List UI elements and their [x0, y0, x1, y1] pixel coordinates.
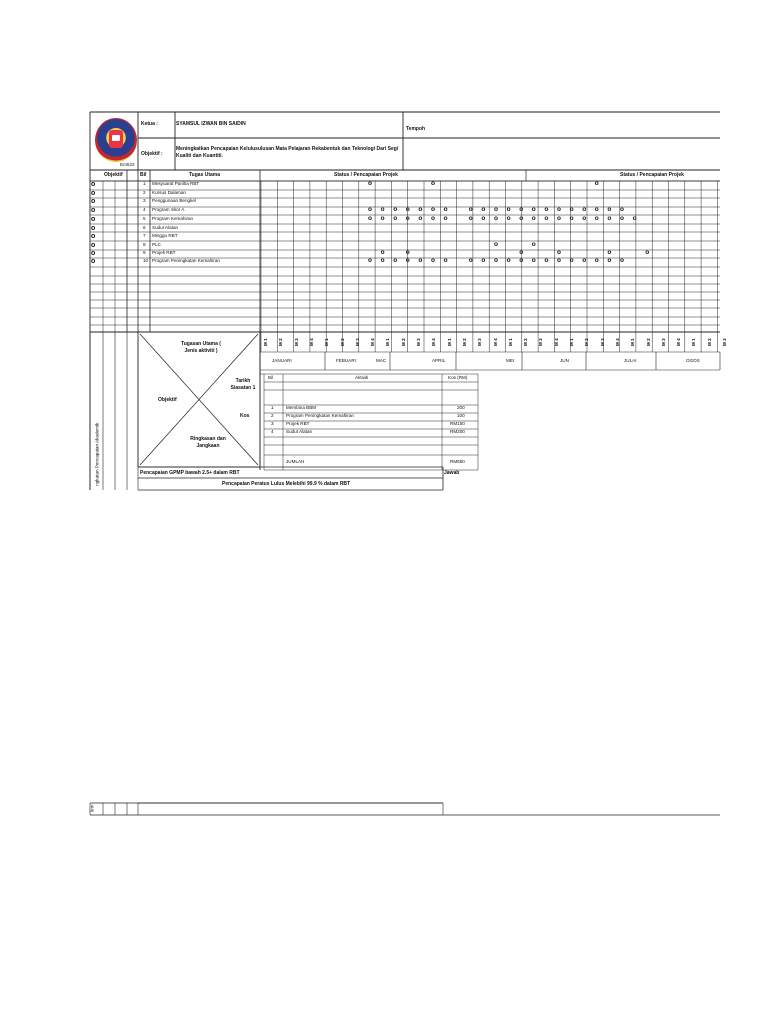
progress-mark: o [519, 257, 524, 264]
progress-mark: o [506, 257, 511, 264]
week-label: M 3 [722, 338, 727, 346]
progress-mark: o [494, 215, 498, 222]
progress-mark: o [405, 206, 410, 213]
xmatrix-bottom: Ringkasan dan Jangkaan [190, 436, 226, 449]
progress-mark: o [405, 257, 410, 264]
progress-mark: o [380, 215, 385, 222]
progress-mark: o [468, 206, 473, 213]
progress-mark: o [519, 215, 524, 222]
cost-total-label: JUMLAH [286, 459, 305, 464]
objektif-mark: o [91, 181, 96, 188]
progress-mark: o [544, 206, 549, 213]
month-label: JANUARI [272, 358, 292, 363]
week-label: M 3 [293, 338, 299, 346]
progress-mark: o [594, 257, 599, 264]
progress-mark: o [431, 257, 435, 264]
tempoh-label: Tempoh [406, 126, 426, 132]
progress-mark: o [569, 257, 574, 264]
row-number: 8 [143, 242, 146, 247]
row-task: Projek RBT [152, 250, 176, 255]
week-label: M 3 [599, 338, 605, 346]
row-number: 2 [143, 190, 146, 195]
week-label: M 2 [461, 338, 467, 346]
progress-mark: o [569, 215, 574, 222]
logo-caption: Em523 [120, 162, 135, 167]
week-label: M 3 [416, 338, 421, 346]
month-label: FEBUARI [336, 358, 356, 363]
week-label: M 1 [446, 338, 452, 346]
col-bil: Bil [140, 172, 147, 178]
progress-mark: o [531, 215, 536, 222]
col-tugas: Tugas Utama [189, 172, 221, 178]
objektif-mark: o [91, 258, 96, 265]
footer-jawab: Jawab [444, 470, 460, 476]
xmatrix-right: Kos [240, 413, 250, 419]
row-number: 10 [143, 258, 149, 263]
week-label: M 1 [630, 338, 636, 346]
objektif-mark: o [91, 242, 96, 249]
row-task: Mesyuarat Panitia RBT [152, 181, 200, 186]
month-label: OGOS [686, 358, 700, 363]
week-label: M 2 [584, 338, 590, 346]
progress-mark: o [368, 206, 372, 213]
week-label: M 1 [569, 338, 574, 346]
cost-kos: 100 [457, 413, 465, 418]
cost-no: 1 [271, 405, 274, 410]
row-number: 1 [143, 181, 146, 186]
row-number: 9 [143, 250, 146, 255]
progress-mark: o [620, 206, 624, 213]
progress-mark: o [380, 249, 385, 256]
progress-mark: o [393, 215, 398, 222]
progress-mark: o [418, 257, 423, 264]
progress-mark: o [380, 257, 385, 264]
progress-mark: o [393, 257, 398, 264]
week-label: M 2 [706, 338, 712, 346]
progress-mark: o [494, 257, 498, 264]
objektif-label: Objektif : [141, 151, 163, 157]
week-label: M 4 [431, 338, 437, 346]
progress-mark: o [519, 206, 524, 213]
cost-kos: RM150 [450, 421, 465, 426]
cost-aktiviti: Sudut Alatan [286, 429, 313, 434]
week-label: M 4 [614, 338, 620, 346]
week-label: M 3 [354, 338, 360, 346]
cost-aktiviti: Projek RBT [286, 421, 310, 426]
progress-mark: o [645, 249, 650, 256]
week-label: M 2 [339, 338, 345, 346]
progress-mark: o [607, 257, 612, 264]
progress-mark: o [481, 257, 486, 264]
week-label: M 2 [400, 338, 406, 346]
progress-mark: o [569, 206, 574, 213]
row-task: Program Kemahiran [152, 216, 194, 221]
progress-mark: o [494, 206, 498, 213]
objektif-mark: o [91, 190, 96, 197]
row-number: 4 [143, 207, 146, 212]
cost-aktiviti: Program Peningkatan Kemahiran [286, 413, 354, 418]
progress-mark: o [468, 215, 473, 222]
week-label: M 1 [385, 338, 391, 346]
page2-vertical-label: lem [89, 804, 95, 812]
status-label-2: Status / Pencapaian Projek [620, 172, 684, 178]
row-number: 3 [143, 198, 146, 203]
progress-mark: o [582, 215, 587, 222]
week-label: M 1 [691, 338, 697, 346]
progress-mark: o [544, 257, 549, 264]
progress-mark: o [607, 249, 612, 256]
row-task: Kursus Dalaman [152, 190, 186, 195]
cost-col-aktiviti: Aktiviti [355, 375, 369, 380]
progress-mark: o [506, 206, 511, 213]
month-label: JULAI [624, 358, 637, 363]
xmatrix-left: Objektif [158, 397, 177, 403]
progress-mark: o [557, 206, 561, 213]
week-label: M 1 [263, 338, 268, 346]
xmatrix-top: Tugasan Utama ( Jenis aktiviti ) [181, 341, 221, 354]
cost-kos: 200 [457, 405, 465, 410]
week-label: M 3 [660, 338, 666, 346]
row-task: Penggunaan Bengkel [152, 198, 196, 203]
progress-mark: o [431, 215, 435, 222]
col-objektif: Objektif [104, 172, 123, 178]
row-number: 6 [143, 225, 146, 230]
progress-mark: o [620, 257, 624, 264]
progress-mark: o [418, 215, 423, 222]
cost-aktiviti: Membina BBM [286, 405, 317, 410]
ketua-label: Ketua : [141, 121, 158, 127]
progress-mark: o [620, 215, 624, 222]
cost-no: 3 [271, 421, 274, 426]
progress-mark: o [481, 215, 486, 222]
week-label: M 1 [507, 338, 513, 346]
week-label: M 1 [324, 338, 330, 346]
objektif-mark: o [91, 198, 96, 205]
week-label: M 4 [676, 338, 682, 346]
progress-mark: o [607, 206, 612, 213]
month-label: MAC [376, 358, 387, 363]
progress-mark: o [531, 241, 536, 248]
progress-mark: o [368, 257, 372, 264]
progress-mark: o [443, 215, 448, 222]
progress-mark: o [494, 241, 498, 248]
ketua-value: SYAMSUL IZWAN BIN SAIDIN [176, 121, 246, 127]
month-label: MEI [506, 358, 515, 363]
row-task: Minggu RBT [152, 233, 178, 238]
row-task: PLC [152, 242, 161, 247]
progress-mark: o [531, 257, 536, 264]
week-label: M 3 [477, 338, 483, 346]
status-label-1: Status / Pencapaian Projek [334, 172, 398, 178]
footer-line1: Pencapaian GPMP bawah 2.5+ dalam RBT [140, 470, 240, 476]
footer-line2: Pencapaian Peratus Lulus Melebihi 99.9 % dalam RBT [222, 481, 351, 487]
school-logo [95, 118, 137, 162]
progress-mark: o [443, 206, 448, 213]
row-task: Program Skor A [152, 207, 185, 212]
row-number: 7 [143, 233, 146, 238]
progress-mark: o [506, 215, 511, 222]
vertical-label: ngkatan Pencapaian Akademik [94, 422, 100, 486]
cost-total-value: RM650 [450, 459, 465, 464]
progress-mark: o [557, 215, 561, 222]
cost-no: 2 [271, 413, 274, 418]
xmatrix-right-top: Tarikh Siasatan 1 [230, 378, 256, 391]
progress-mark: o [632, 215, 637, 222]
progress-mark: o [519, 249, 524, 256]
week-label: M 2 [645, 338, 651, 346]
progress-mark: o [405, 249, 410, 256]
week-label: M 3 [538, 338, 544, 346]
progress-mark: o [531, 206, 536, 213]
progress-mark: o [582, 257, 587, 264]
objektif-mark: o [91, 250, 96, 257]
objektif-mark: o [91, 207, 96, 214]
week-label: M 2 [523, 338, 529, 346]
progress-mark: o [443, 257, 448, 264]
row-task: Program Peningkatan Kemahiran [152, 258, 220, 263]
week-label: M 2 [278, 338, 284, 346]
progress-mark: o [594, 180, 599, 187]
progress-mark: o [431, 180, 435, 187]
objektif-value: Meningkatkan Pencapaian Kelulusulusan Mata Pelajaran Rekabentuk dan Teknologi Dari Segi Kualiti dan Kuantiti. [176, 146, 399, 160]
progress-mark: o [418, 206, 423, 213]
cost-col-kos: Kos (RM) [448, 375, 468, 380]
cost-no: 4 [271, 429, 274, 434]
progress-mark: o [594, 215, 599, 222]
progress-mark: o [368, 215, 372, 222]
week-label: M 4 [492, 338, 498, 346]
row-task: Sudut Alatan [152, 225, 179, 230]
progress-mark: o [557, 249, 561, 256]
progress-mark: o [431, 206, 435, 213]
week-label: M 4 [308, 338, 314, 346]
progress-mark: o [380, 206, 385, 213]
progress-mark: o [557, 257, 561, 264]
objektif-mark: o [91, 216, 96, 223]
objektif-mark: o [91, 225, 96, 232]
week-label: M 4 [553, 338, 559, 346]
progress-mark: o [393, 206, 398, 213]
row-number: 5 [143, 216, 146, 221]
progress-mark: o [582, 206, 587, 213]
progress-mark: o [607, 215, 612, 222]
month-label: JUN [560, 358, 569, 363]
week-label: M 4 [370, 338, 376, 346]
progress-mark: o [594, 206, 599, 213]
progress-mark: o [481, 206, 486, 213]
cost-col-bil: Bil [268, 375, 274, 380]
cost-kos: RM200 [450, 429, 465, 434]
progress-mark: o [368, 180, 372, 187]
progress-mark: o [405, 215, 410, 222]
month-label: APRIL [432, 358, 446, 363]
progress-mark: o [468, 257, 473, 264]
objektif-mark: o [91, 233, 96, 240]
progress-mark: o [544, 215, 549, 222]
